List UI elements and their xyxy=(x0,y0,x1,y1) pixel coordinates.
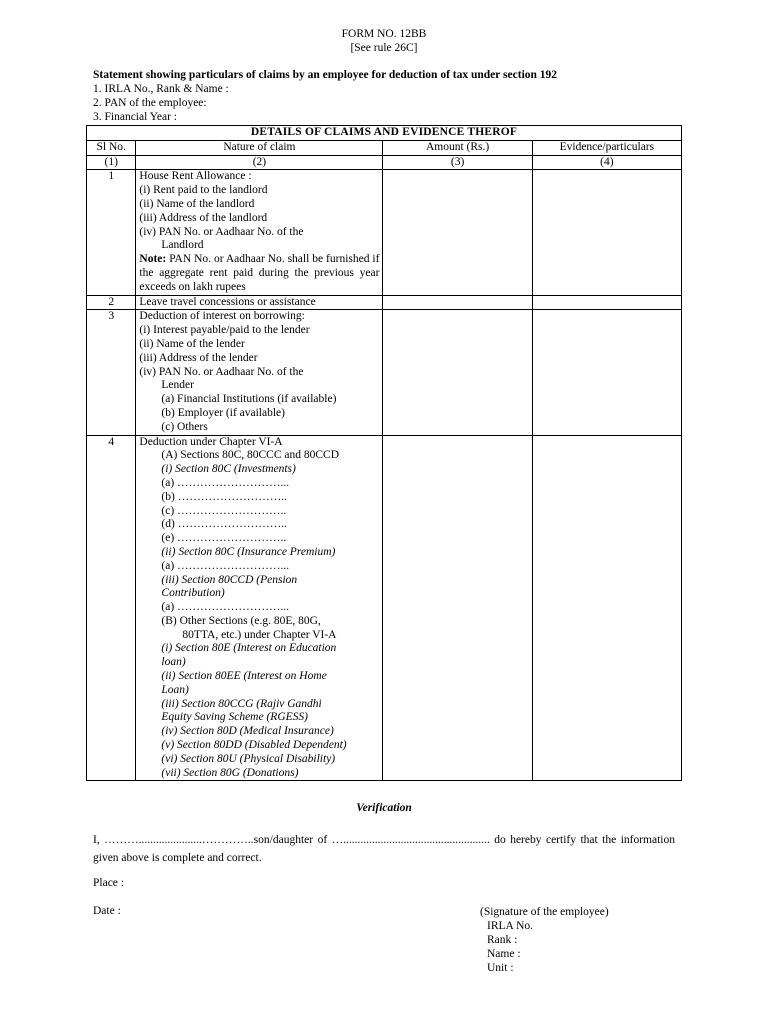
col-num-2: (2) xyxy=(136,155,383,170)
table-title: DETAILS OF CLAIMS AND EVIDENCE THEROF xyxy=(87,126,682,141)
table-row xyxy=(87,435,682,781)
field-irla: 1. IRLA No., Rank & Name : xyxy=(93,83,229,95)
claim-line: 80TTA, etc.) under Chapter VI-A xyxy=(182,628,337,641)
row-sl: 2 xyxy=(87,295,136,310)
col-header-amount: Amount (Rs.) xyxy=(383,140,532,155)
claim-line: (i) Rent paid to the landlord xyxy=(139,184,268,197)
claims-table xyxy=(86,125,682,781)
verification-heading: Verification xyxy=(356,802,412,814)
row-amount xyxy=(383,295,532,310)
claim-line: (b) ……………………….. xyxy=(161,490,287,503)
row-amount xyxy=(383,170,532,295)
claim-line: (iv) PAN No. or Aadhaar No. of the xyxy=(139,365,304,378)
claim-line: (a) ………………………... xyxy=(161,601,290,614)
table-row xyxy=(87,295,682,310)
col-header-sl: Sl No. xyxy=(87,140,136,155)
sig-unit: Unit : xyxy=(487,962,514,974)
col-header-nature: Nature of claim xyxy=(136,140,383,155)
table-row xyxy=(87,170,682,295)
row-evidence xyxy=(532,435,681,781)
place-label: Place : xyxy=(93,877,124,889)
claim-line: (vi) Section 80U (Physical Disability) xyxy=(161,752,336,765)
row-sl: 1 xyxy=(87,170,136,295)
claim-line: (iii) Section 80CCD (Pension xyxy=(161,573,298,586)
claim-line: Deduction under Chapter VI-A xyxy=(139,435,283,448)
note-text: PAN No. or Aadhaar No. shall be furnished if the aggregate rent paid during the previous year exceeds on lakh rupees xyxy=(139,253,380,293)
sig-irla: IRLA No. xyxy=(487,920,533,932)
row-nature xyxy=(136,435,383,781)
signature-block xyxy=(480,905,609,975)
row-evidence xyxy=(532,295,681,310)
col-num-4: (4) xyxy=(532,155,681,170)
row-sl: 4 xyxy=(87,435,136,781)
claim-line: (v) Section 80DD (Disabled Dependent) xyxy=(161,739,347,752)
table-row xyxy=(87,310,682,435)
statement-title: Statement showing particulars of claims by an employee for deduction of tax under section 192 xyxy=(93,69,558,81)
note-label: Note: xyxy=(139,253,167,266)
sig-name: Name : xyxy=(487,948,521,960)
claim-line: (c) ……………………….. xyxy=(161,504,287,517)
form-number: FORM NO. 12BB xyxy=(341,28,427,40)
claim-line: Equity Saving Scheme (RGESS) xyxy=(161,711,308,724)
claim-line: (A) Sections 80C, 80CCC and 80CCD xyxy=(161,449,340,462)
date-label: Date : xyxy=(93,905,121,917)
claim-line: Leave travel concessions or assistance xyxy=(139,295,316,308)
table-number-row xyxy=(87,155,682,170)
row-nature xyxy=(136,170,383,295)
claim-line: (iii) Address of the lender xyxy=(139,351,258,364)
claim-line: (c) Others xyxy=(161,420,208,433)
claim-line: House Rent Allowance : xyxy=(139,170,252,183)
col-num-1: (1) xyxy=(87,155,136,170)
claim-line: (iii) Section 80CCG (Rajiv Gandhi xyxy=(161,697,322,710)
row-amount xyxy=(383,310,532,435)
table-header-row xyxy=(87,140,682,155)
col-num-3: (3) xyxy=(383,155,532,170)
row-amount xyxy=(383,435,532,781)
claim-line: Loan) xyxy=(161,683,189,696)
claim-line: (ii) Section 80C (Insurance Premium) xyxy=(161,545,336,558)
claim-line: Deduction of interest on borrowing: xyxy=(139,310,305,323)
claim-line: (a) ………………………... xyxy=(161,476,290,489)
field-financial-year: 3. Financial Year : xyxy=(93,111,178,123)
verification-text: I, ………......................…………..son/daughter of …................................................... do hereby certify that the information given above is complete and correct. xyxy=(93,834,675,864)
claim-line: (d) ……………………….. xyxy=(161,518,287,531)
field-pan: 2. PAN of the employee: xyxy=(93,97,207,109)
claim-line: (e) ……………………….. xyxy=(161,532,287,545)
claim-line: (b) Employer (if available) xyxy=(161,406,285,419)
row-sl: 3 xyxy=(87,310,136,435)
row-nature xyxy=(136,310,383,435)
claim-line: (i) Section 80E (Interest on Education xyxy=(161,642,337,655)
claim-note xyxy=(139,253,379,294)
claim-line: (i) Section 80C (Investments) xyxy=(161,463,296,476)
claim-line: loan) xyxy=(161,656,186,669)
row-evidence xyxy=(532,310,681,435)
sig-rank: Rank : xyxy=(487,934,518,946)
claim-line: (a) ………………………... xyxy=(161,559,290,572)
claim-line: (iv) Section 80D (Medical Insurance) xyxy=(161,725,334,738)
claim-line: Landlord xyxy=(161,239,204,252)
col-header-evidence: Evidence/particulars xyxy=(532,140,681,155)
rule-reference: [See rule 26C] xyxy=(350,42,418,54)
claim-line: (i) Interest payable/paid to the lender xyxy=(139,324,310,337)
claim-line: (a) Financial Institutions (if available) xyxy=(161,393,337,406)
claim-line: (vii) Section 80G (Donations) xyxy=(161,766,299,779)
claim-line: (iii) Address of the landlord xyxy=(139,211,268,224)
claim-line: (ii) Section 80EE (Interest on Home xyxy=(161,670,327,683)
claim-line: Contribution) xyxy=(161,587,225,600)
claim-line: Lender xyxy=(161,379,194,392)
signature-label: (Signature of the employee) xyxy=(480,906,609,918)
row-evidence xyxy=(532,170,681,295)
claim-line: (iv) PAN No. or Aadhaar No. of the xyxy=(139,225,304,238)
claim-line: (ii) Name of the lender xyxy=(139,337,245,350)
row-nature xyxy=(136,295,383,310)
claim-line: (ii) Name of the landlord xyxy=(139,197,255,210)
claim-line: (B) Other Sections (e.g. 80E, 80G, xyxy=(161,614,321,627)
